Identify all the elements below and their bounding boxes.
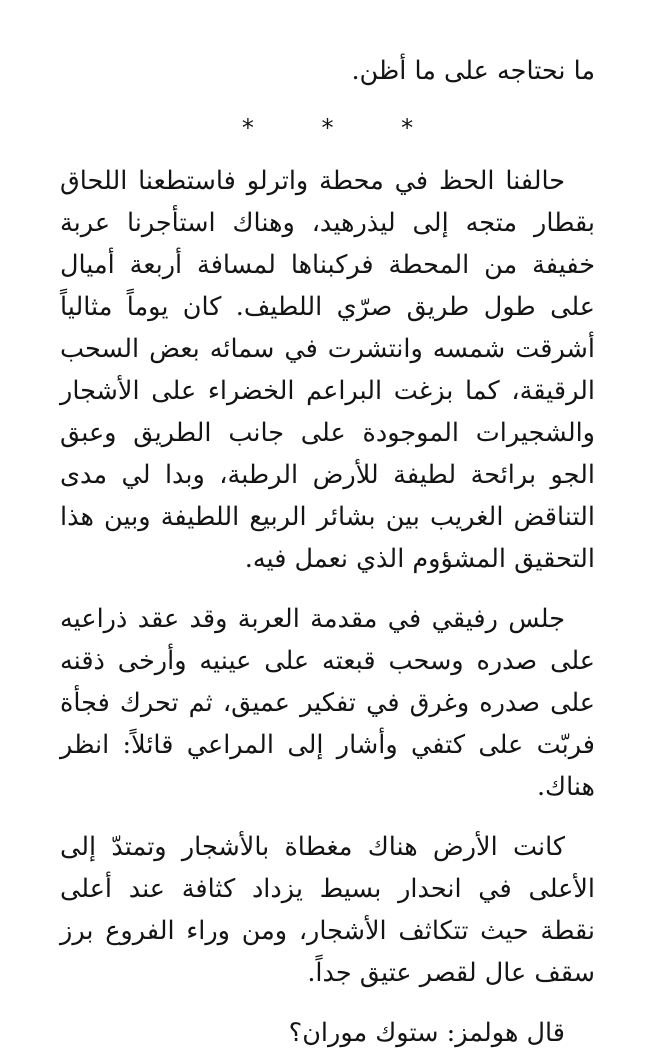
paragraph-waterloo: حالفنا الحظ في محطة واترلو فاستطعنا اللحاق بقطار متجه إلى ليذرهيد، وهناك استأجرنا عربة خفيفة من المحطة فركبناها لمسافة أربعة أميال على طول طريق صرّي اللطيف. كان يوماً مثالياً أشرقت شمسه وانتشرت في سمائه بعض السحب الرقيقة، كما بزغت البراعم الخضراء على الأشجار والشجيرات الموجودة على جانب الطريق وعبق الجو برائحة لطيفة للأرض الرطبة، وبدا لي مدى التناقض الغريب بين بشائر الربيع اللطيفة وبين هذا التحقيق المشؤوم الذي نعمل فيه. — [60, 166, 595, 574]
paragraph-companion: جلس رفيقي في مقدمة العربة وقد عقد ذراعيه على صدره وسحب قبعته على عينيه وأرخى ذقنه على صدره وغرق في تفكير عميق، ثم تحرك فجأة فربّت على كتفي وأشار إلى المراعي قائلاً: انظر هناك. — [60, 604, 595, 802]
paragraph-land: كانت الأرض هناك مغطاة بالأشجار وتمتدّ إلى الأعلى في انحدار بسيط يزداد كثافة عند أعلى نقطة حيث تتكاثف الأشجار، ومن وراء الفروع برز سقف عال لقصر عتيق جداً. — [60, 832, 595, 988]
fragment-line: ما نحتاجه على ما أظن. — [351, 56, 595, 86]
paragraph-holmes: قال هولمز: ستوك موران؟ — [288, 1018, 565, 1048]
section-separator: * * * — [241, 114, 444, 142]
